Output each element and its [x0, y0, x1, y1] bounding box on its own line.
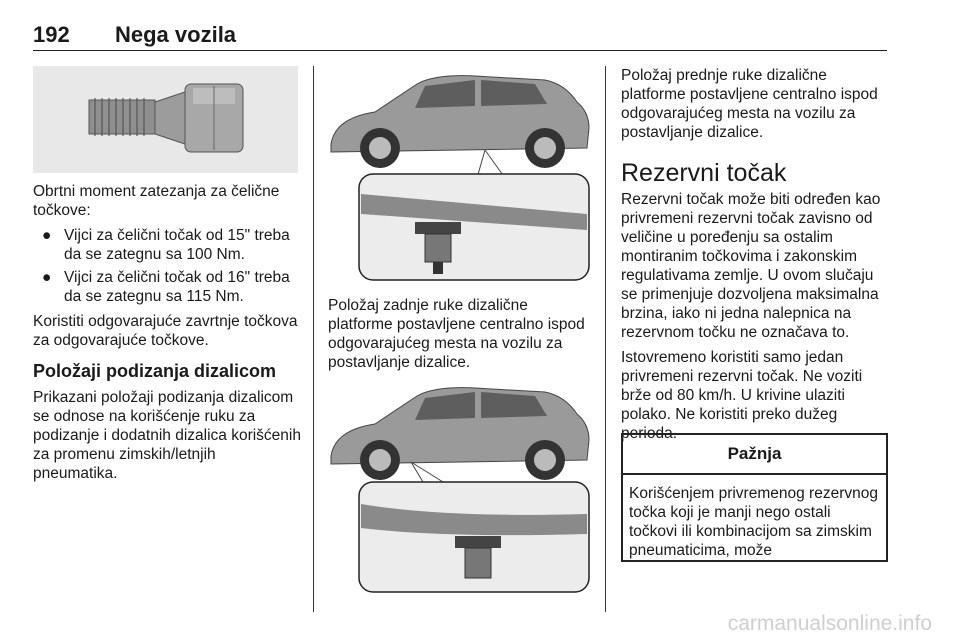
bullet-icon: ●	[42, 227, 52, 244]
rear-lift-caption: Položaj zadnje ruke dizalične platforme postavljene centralno ispod odgovarajućeg mesta na vozilu za postavljanje dizalice.	[328, 297, 585, 371]
list-item	[33, 226, 301, 264]
bullet-text: Vijci za čelični točak od 15" treba da se zategnu sa 100 Nm.	[64, 227, 290, 263]
list-item	[33, 268, 301, 306]
caution-text: Korišćenjem privremenog rezervnog točka koji je manji nego ostali točkovi ili kombinacijom sa zimskim pneumaticima, može	[629, 485, 878, 559]
bullet-icon: ●	[42, 269, 52, 286]
spare-wheel-paragraph-2: Istovremeno koristiti samo jedan privremeni rezervni točak. Ne voziti brže od 80 km/h. U krivine ulaziti polako. Ne koristiti preko dužeg perioda.	[621, 349, 863, 442]
front-lift-caption: Položaj prednje ruke dizalične platforme postavljene centralno ispod odgovarajućeg mesta na vozilu za postavljanje dizalice.	[621, 67, 878, 141]
watermark: carmanualsonline.info	[727, 612, 932, 635]
lifting-positions-heading: Položaji podizanja dizalicom	[33, 361, 277, 381]
middle-column	[328, 296, 596, 378]
column-divider-2	[605, 66, 606, 612]
front-lift-point-illustration	[325, 378, 595, 600]
wheel-bolt-illustration	[33, 66, 298, 173]
rear-lift-point-illustration	[325, 66, 595, 288]
bullet-text: Vijci za čelični točak od 16" treba da se zategnu sa 115 Nm.	[64, 269, 290, 305]
spare-wheel-heading: Rezervni točak	[621, 159, 787, 187]
torque-intro: Obrtni moment zatezanja za čelične točkove:	[33, 183, 280, 219]
torque-list	[33, 226, 301, 306]
spare-wheel-paragraph-1: Rezervni točak može biti određen kao privremeni rezervni točak zavisno od veličine u poređenju sa ostalim montiranim točkovima i zakonskim regulativama zemlje. U ovom slučaju se primenjuje dozvoljena maksimalna brzina, iako ni jedna nalepnica na rezervnom točku ne označava to.	[621, 191, 881, 341]
page-title: Nega vozila	[115, 22, 237, 47]
wheel-bolts-note: Koristiti odgovarajuće zavrtnje točkova za odgovarajuće točkove.	[33, 313, 298, 349]
left-column	[33, 182, 301, 489]
page-header	[33, 22, 887, 51]
caution-box	[621, 433, 888, 562]
column-divider-1	[313, 66, 314, 612]
lifting-positions-text: Prikazani položaji podizanja dizalicom se odnose na korišćenje ruku za podizanje i dodatnih dizalica korišćenih za promenu zimskih/letnjih pneumatika.	[33, 389, 301, 482]
caution-title: Pažnja	[623, 435, 886, 475]
page-number: 192	[33, 22, 70, 47]
right-column	[621, 66, 889, 449]
